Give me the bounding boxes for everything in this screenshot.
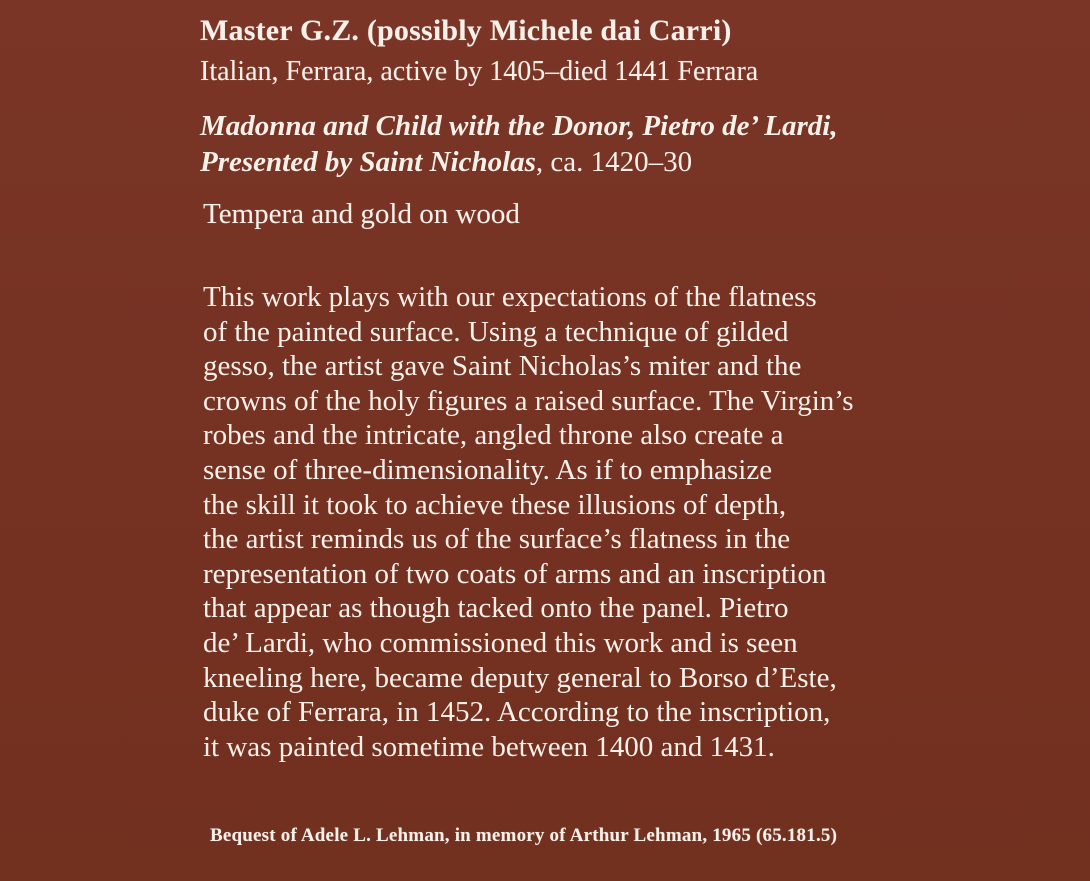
description-line: kneeling here, became deputy general to Borso d’Este, [203,661,837,694]
description-line: de’ Lardi, who commissioned this work and is seen [203,626,798,659]
description-line: it was painted sometime between 1400 and 1431. [203,730,775,763]
artwork-medium: Tempera and gold on wood [203,198,520,230]
description-line: sense of three-dimensionality. As if to emphasize [203,453,773,486]
description-line: of the painted surface. Using a technique of gilded [203,315,789,348]
artwork-title [200,108,838,180]
description-line: crowns of the holy figures a raised surface. The Virgin’s [203,384,854,417]
artist-details: Italian, Ferrara, active by 1405–died 1441 Ferrara [200,56,759,87]
description-line: robes and the intricate, angled throne also create a [203,419,784,452]
description-line: representation of two coats of arms and an inscription [203,557,827,590]
title-line-1 [200,108,838,144]
artwork-date: , ca. 1420–30 [535,146,693,178]
description-line: the artist reminds us of the surface’s flatness in the [203,523,791,556]
description-line: gesso, the artist gave Saint Nicholas’s miter and the [203,350,802,383]
description-line: This work plays with our expectations of the flatness [203,281,817,313]
artist-name: Master G.Z. (possibly Michele dai Carri) [200,14,732,47]
title-line-2 [200,144,838,180]
description-line: duke of Ferrara, in 1452. According to the inscription, [203,696,831,729]
title-text-2: Presented by Saint Nicholas [200,146,536,178]
credit-line: Bequest of Adele L. Lehman, in memory of Arthur Lehman, 1965 (65.181.5) [210,825,838,846]
description-text [203,280,893,764]
title-text-1: Madonna and Child with the Donor, Pietro de’ Lardi, [200,110,838,142]
description-line: that appear as though tacked onto the panel. Pietro [203,592,789,625]
description-line: the skill it took to achieve these illusions of depth, [203,488,787,521]
